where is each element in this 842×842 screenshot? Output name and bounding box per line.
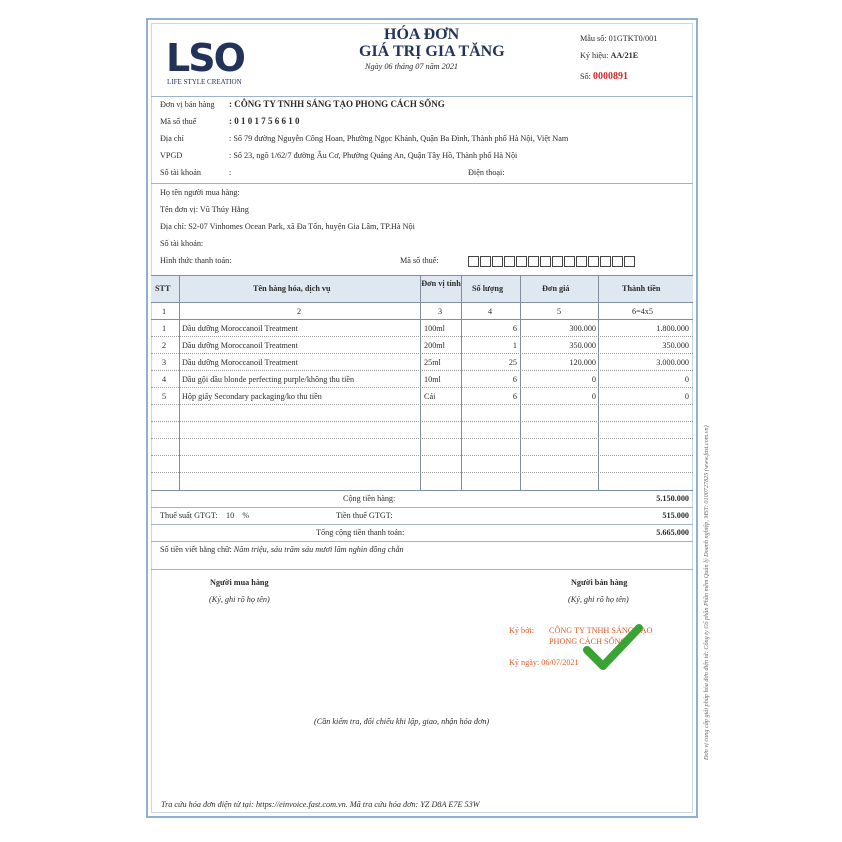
seller-address-label: Địa chỉ: [160, 134, 184, 143]
invoice-subtitle: GIÁ TRỊ GIA TĂNG: [359, 43, 505, 60]
divider: [151, 96, 693, 97]
seller-address: : Số 79 đường Nguyễn Công Hoan, Phường Ngọc Khánh, Quận Ba Đình, Thành phố Hà Nội, Việt Nam: [229, 134, 569, 143]
table-cell: 5: [162, 392, 167, 401]
buyer-tax-boxes[interactable]: [468, 254, 636, 272]
seller-tax-code: : 0 1 0 1 7 5 6 6 1 0: [229, 116, 300, 126]
table-cell: Dầu dưỡng Moroccanoil Treatment: [182, 324, 298, 333]
template-number: Mẫu số: 01GTKT0/001: [580, 34, 658, 43]
subtotal-label: Cộng tiền hàng:: [343, 494, 396, 503]
table-cell: 6: [512, 324, 517, 333]
grand-total-value: 5.665.000: [656, 528, 689, 537]
divider: [151, 541, 693, 542]
table-cell: 6: [512, 392, 517, 401]
row-line: [151, 370, 693, 371]
invoice-title: HÓA ĐƠN: [384, 26, 460, 43]
table-cell: Dầu dưỡng Moroccanoil Treatment: [182, 358, 298, 367]
seller-office-label: VPGD: [160, 151, 183, 160]
buyer-unit: Tên đơn vị: Vũ Thúy Hằng: [160, 205, 249, 214]
seller-account-label: Số tài khoản: [160, 168, 201, 177]
side-provider-note: Đơn vị cung cấp giải pháp hóa đơn điện tử: Công ty Cổ phần Phần mềm Quản lý Doanh nghiệp, MST: 0100727825 (www.fast.com.vn): [703, 425, 710, 760]
invoice-number: Số: 0000891: [580, 71, 628, 82]
table-cell: 25ml: [424, 358, 441, 367]
vat-rate: Thuế suất GTGT: 10 %: [160, 511, 250, 520]
company-logo: LSO: [166, 36, 244, 80]
table-bottom: [151, 490, 693, 491]
buyer-signature-title: Người mua hàng: [210, 578, 269, 587]
seller-account: :: [229, 168, 232, 177]
seller-signature-note: (Ký, ghi rõ họ tên): [568, 595, 629, 604]
row-line: [151, 404, 693, 405]
table-cell: 25: [508, 358, 517, 367]
payment-method: Hình thức thanh toán:: [160, 256, 232, 265]
table-cell: 350.000: [569, 341, 596, 350]
buyer-tax-label: Mã số thuế:: [400, 256, 439, 265]
table-cell: 1.800.000: [656, 324, 689, 333]
row-line: [151, 472, 693, 473]
index-cell: 5: [557, 307, 562, 316]
row-line: [151, 353, 693, 354]
index-cell: 4: [488, 307, 493, 316]
table-cell: 300.000: [569, 324, 596, 333]
row-line: [151, 336, 693, 337]
table-cell: Cái: [424, 392, 436, 401]
table-cell: Hộp giấy Secondary packaging/ko thu tiền: [182, 392, 322, 401]
table-cell: 350.000: [662, 341, 689, 350]
logo-tagline: LIFE STYLE CREATION: [167, 78, 242, 86]
table-cell: 100ml: [424, 324, 445, 333]
amount-in-words: Số tiền viết bằng chữ: Năm triệu, sáu trăm sáu mươi lăm nghìn đồng chẵn: [160, 545, 404, 554]
index-cell: 6=4x5: [632, 307, 653, 316]
seller-name-label: Đơn vị bán hàng: [160, 100, 215, 109]
vat-label: Tiền thuế GTGT:: [336, 511, 393, 520]
header-quantity: Số lượng: [472, 284, 504, 293]
table-cell: 3.000.000: [656, 358, 689, 367]
signature-valid-check-icon: [583, 622, 643, 674]
invoice-symbol: Ký hiệu: AA/21E: [580, 51, 639, 60]
grand-total-label: Tổng cộng tiền thanh toán:: [316, 528, 405, 537]
table-cell: 4: [162, 375, 167, 384]
lookup-info[interactable]: Tra cứu hóa đơn điện tử tại: https://einvoice.fast.com.vn. Mã tra cứu hóa đơn: YZ D8A E7E 53W: [161, 800, 480, 809]
table-cell: 3: [162, 358, 167, 367]
table-header-bottom: [151, 302, 693, 303]
table-cell: 0: [684, 392, 689, 401]
divider: [151, 524, 693, 525]
header-price: Đơn giá: [542, 284, 570, 293]
col-divider: [179, 275, 180, 490]
table-top: [151, 275, 693, 276]
invoice-date: Ngày 06 tháng 07 năm 2021: [365, 62, 459, 71]
index-cell: 1: [162, 307, 167, 316]
table-cell: 2: [162, 341, 167, 350]
index-cell: 3: [438, 307, 443, 316]
table-cell: 120.000: [569, 358, 596, 367]
seller-name: : CÔNG TY TNHH SÁNG TẠO PHONG CÁCH SỐNG: [229, 99, 445, 109]
seller-tax-label: Mã số thuế: [160, 117, 197, 126]
header-unit: Đơn vị tính: [421, 279, 461, 288]
table-cell: Dầu dưỡng Moroccanoil Treatment: [182, 341, 298, 350]
table-index-bottom: [151, 319, 693, 320]
table-cell: 1: [512, 341, 517, 350]
table-cell: Dầu gội dầu blonde perfecting purple/không thu tiền: [182, 375, 355, 384]
table-cell: 10ml: [424, 375, 441, 384]
table-cell: 6: [512, 375, 517, 384]
header-amount: Thành tiền: [622, 284, 661, 293]
signed-by-label: Ký bởi:: [509, 626, 535, 635]
table-cell: 0: [591, 375, 596, 384]
seller-signature-title: Người bán hàng: [571, 578, 628, 587]
row-line: [151, 387, 693, 388]
row-line: [151, 421, 693, 422]
row-line: [151, 438, 693, 439]
check-note: (Cần kiểm tra, đối chiếu khi lập, giao, nhận hóa đơn): [314, 717, 490, 726]
row-line: [151, 455, 693, 456]
col-divider: [420, 275, 421, 490]
signed-by-line1: CÔNG TY TNHH SÁNG TẠO: [549, 626, 653, 635]
header-stt: STT: [155, 284, 171, 293]
header-name: Tên hàng hóa, dịch vụ: [253, 284, 331, 293]
subtotal-value: 5.150.000: [656, 494, 689, 503]
seller-office: : Số 23, ngõ 1/62/7 đường Âu Cơ, Phường Quảng An, Quận Tây Hồ, Thành phố Hà Nội: [229, 151, 518, 160]
buyer-account: Số tài khoản:: [160, 239, 204, 248]
vat-value: 515.000: [662, 511, 689, 520]
signed-by-line2: PHONG CÁCH SỐNG: [549, 637, 627, 646]
table-cell: 200ml: [424, 341, 445, 350]
seller-phone-label: Điện thoại:: [468, 168, 505, 177]
index-cell: 2: [297, 307, 302, 316]
table-cell: 1: [162, 324, 167, 333]
table-cell: 0: [591, 392, 596, 401]
signed-date: Ký ngày: 06/07/2021: [509, 658, 579, 667]
buyer-name-label: Họ tên người mua hàng:: [160, 188, 240, 197]
buyer-signature-note: (Ký, ghi rõ họ tên): [209, 595, 270, 604]
divider: [151, 183, 693, 184]
divider: [151, 507, 693, 508]
table-cell: 0: [684, 375, 689, 384]
divider: [151, 569, 693, 570]
buyer-address: Địa chỉ: S2-07 Vinhomes Ocean Park, xã Đa Tốn, huyện Gia Lâm, TP.Hà Nội: [160, 222, 415, 231]
